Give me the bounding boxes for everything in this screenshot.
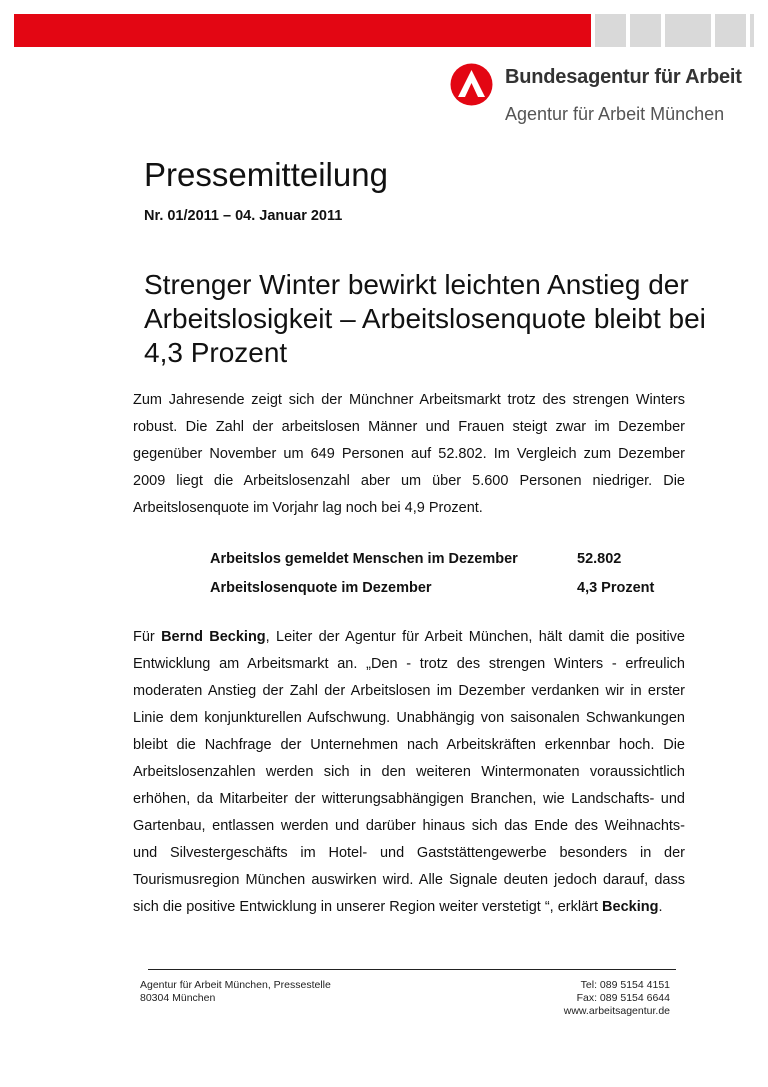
stat-value: 4,3 Prozent	[577, 580, 655, 596]
footer-website: www.arbeitsagentur.de	[563, 1005, 670, 1017]
footer-divider	[148, 969, 676, 970]
top-color-bar	[14, 14, 754, 47]
brand-name: Bundesagentur für Arbeit	[505, 66, 742, 88]
footer-address	[140, 979, 331, 1005]
top-bar-grey-segment	[750, 14, 754, 47]
stat-value: 52.802	[577, 551, 622, 567]
headline: Strenger Winter bewirkt leichten Anstieg der Arbeitslosigkeit – Arbeitslosenquote bleibt bei 4,3 Prozent	[144, 269, 706, 368]
footer-fax: Fax: 089 5154 6644	[576, 992, 670, 1004]
top-bar-red-segment	[14, 14, 591, 47]
document-title: Pressemitteilung	[144, 156, 388, 193]
stat-label: Arbeitslosenquote im Dezember	[210, 580, 432, 596]
footer-contact	[564, 979, 670, 1018]
top-bar-grey-segment	[665, 14, 711, 47]
speaker-name: Bernd Becking	[161, 629, 266, 645]
quote-end: .	[658, 899, 663, 915]
top-bar-grey-segment	[595, 14, 626, 47]
footer-org: Agentur für Arbeit München, Pressestelle	[140, 979, 331, 991]
top-bar-grey-segment	[715, 14, 746, 47]
speaker-name-closing: Becking	[602, 899, 659, 915]
ba-logo-icon	[449, 62, 494, 107]
footer-city: 80304 München	[140, 992, 216, 1004]
press-release-number: Nr. 01/2011 – 04. Januar 2011	[144, 208, 343, 224]
intro-paragraph: Zum Jahresende zeigt sich der Münchner Arbeitsmarkt trotz des strengen Winters robust. Die Zahl der arbeitslosen Männer und Frauen steigt zwar im Dezember gegenüber November um 649 Personen auf 52.802. Im Vergleich zum Dezember 2009 liegt die Arbeitslosenzahl aber um über 5.600 Personen niedriger. Die Arbeitslosenquote im Vorjahr lag noch bei 4,9 Prozent.	[133, 392, 685, 516]
quote-body: , Leiter der Agentur für Arbeit München, hält damit die positive Entwicklung am Arbeitsmarkt an. „Den - trotz des strengen Winters - erfreulich moderaten Anstieg der Zahl der Arbeitslosen im Dezember verdanken wir in erster Linie dem konjunkturellen Aufschwung. Unabhängig von saisonalen Schwankungen bleibt die Nachfrage der Unternehmen nach Arbeitskräften erkennbar hoch. Die Arbeitslosenzahlen werden sich in den weiteren Wintermonaten voraussichtlich erhöhen, da Mitarbeiter der witterungsabhängigen Branchen, wie Landschafts- und Gartenbau, entlassen werden und darüber hinaus sich das Ende des Weihnachts- und Silvestergeschäfts im Hotel- und Gaststättengewerbe besonders in der Tourismusregion München auswirken wird. Alle Signale deuten jedoch darauf, dass sich die positive Entwicklung in unserer Region weiter verstetigt “, erklärt	[133, 629, 685, 915]
stat-label: Arbeitslos gemeldet Menschen im Dezember	[210, 551, 518, 567]
quote-prefix: Für	[133, 629, 162, 645]
top-bar-grey-segment	[630, 14, 661, 47]
footer-phone: Tel: 089 5154 4151	[580, 979, 670, 991]
quote-paragraph	[133, 624, 685, 921]
brand-subname: Agentur für Arbeit München	[505, 104, 725, 124]
